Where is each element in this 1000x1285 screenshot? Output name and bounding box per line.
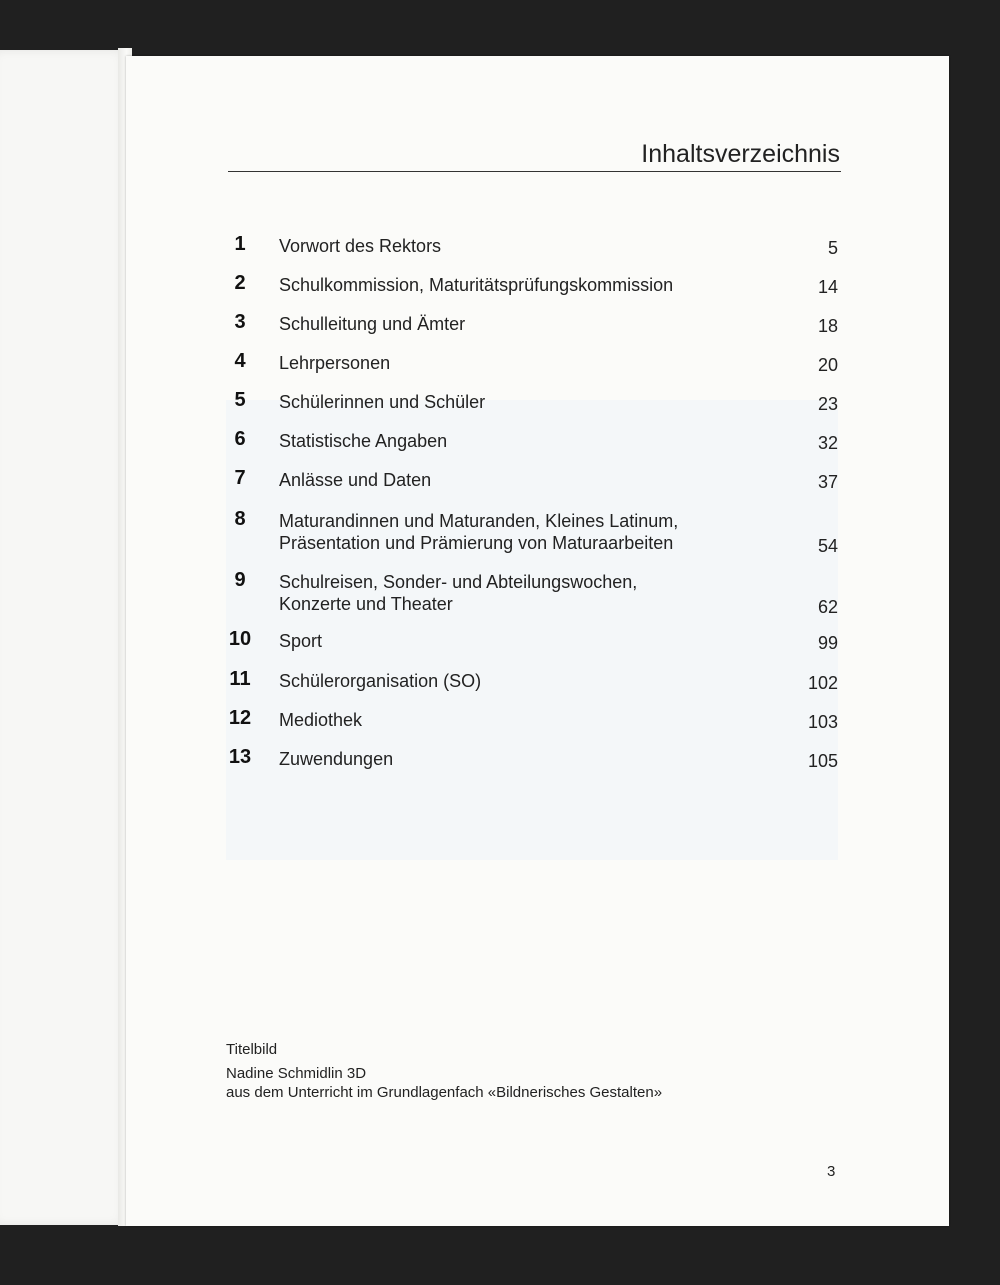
toc-page-number: 62 [817, 597, 838, 617]
toc-number: 5 [234, 389, 246, 411]
toc-title [279, 391, 759, 413]
toc-title [279, 469, 759, 491]
toc-number: 3 [234, 311, 246, 333]
toc-title [279, 670, 759, 692]
toc-number: 7 [234, 467, 246, 489]
toc-page-number: 23 [817, 394, 838, 414]
toc-page-number: 105 [807, 751, 838, 771]
toc-title [279, 235, 759, 257]
toc-page-number: 18 [817, 316, 838, 336]
toc-title-line: Schulreisen, Sonder- und Abteilungswochen, [279, 572, 638, 592]
caption-heading: Titelbild [226, 1041, 278, 1058]
toc-title [279, 748, 759, 770]
page-title: Inhaltsverzeichnis [641, 140, 840, 168]
toc-title-line: Mediothek [279, 710, 363, 730]
toc-title-line: Präsentation und Prämierung von Maturaarbeiten [279, 533, 674, 553]
title-rule [228, 171, 841, 172]
toc-title-line: Statistische Angaben [279, 431, 448, 451]
toc-number: 8 [234, 508, 246, 530]
toc-title-line: Schulkommission, Maturitätsprüfungskommission [279, 275, 674, 295]
page-number: 3 [827, 1163, 836, 1180]
toc-title [279, 313, 759, 335]
toc-number: 6 [234, 428, 246, 450]
toc-number: 9 [234, 569, 246, 591]
left-page [0, 50, 128, 1225]
toc-page-number: 103 [807, 712, 838, 732]
toc-title-line: Sport [279, 631, 323, 651]
toc-title-line: Schülerorganisation (SO) [279, 671, 482, 691]
toc-title [279, 430, 759, 452]
toc-page-number: 32 [817, 433, 838, 453]
toc-number: 12 [228, 707, 252, 729]
toc-title [279, 352, 759, 374]
toc-number: 13 [228, 746, 252, 768]
toc-number: 2 [234, 272, 246, 294]
toc-title [279, 630, 759, 652]
toc-title [279, 571, 759, 615]
toc-title-line: Anlässe und Daten [279, 470, 432, 490]
toc-title [279, 510, 759, 554]
toc-title-line: Konzerte und Theater [279, 594, 453, 614]
toc-number: 4 [234, 350, 246, 372]
toc-title-line: Maturandinnen und Maturanden, Kleines Latinum, [279, 511, 679, 531]
toc-title-line: Zuwendungen [279, 749, 394, 769]
toc-page-number: 20 [817, 355, 838, 375]
toc-number: 1 [234, 233, 246, 255]
toc-title-line: Schülerinnen und Schüler [279, 392, 486, 412]
caption-line: Nadine Schmidlin 3D [226, 1065, 367, 1082]
toc-number: 10 [228, 628, 252, 650]
toc-page-number: 5 [827, 238, 838, 258]
toc-page-number: 102 [807, 673, 838, 693]
toc-title-line: Lehrpersonen [279, 353, 391, 373]
toc-title [279, 274, 759, 296]
toc-page-number: 14 [817, 277, 838, 297]
caption-line: aus dem Unterricht im Grundlagenfach «Bildnerisches Gestalten» [226, 1084, 663, 1101]
toc-title [279, 709, 759, 731]
cover-caption [226, 1038, 662, 1105]
toc-title-line: Vorwort des Rektors [279, 236, 442, 256]
toc-page-number: 99 [817, 633, 838, 653]
toc-page-number: 54 [817, 536, 838, 556]
toc-number: 11 [229, 668, 251, 690]
toc-page-number: 37 [817, 472, 838, 492]
toc-title-line: Schulleitung und Ämter [279, 314, 466, 334]
